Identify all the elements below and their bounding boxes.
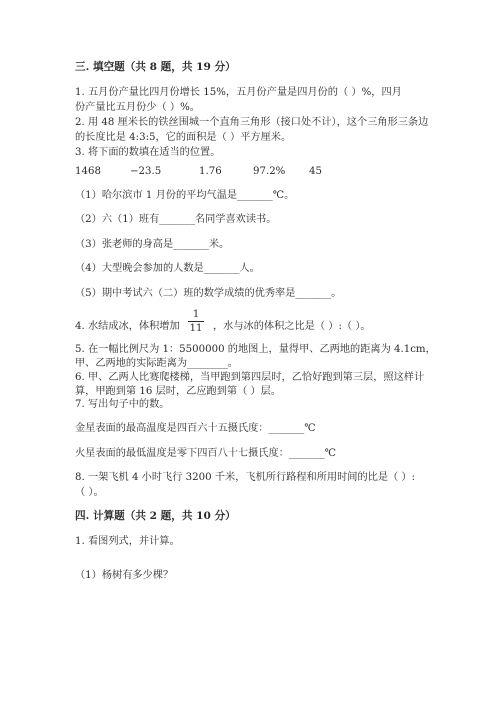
q7-line1: 7. 写出句子中的数。 xyxy=(75,399,170,410)
q3-item-3: （3）张老师的身高是_______米。 xyxy=(75,239,230,250)
q3-number-4: 97.2% xyxy=(253,166,286,177)
q3-item-4: （4）大型晚会参加的人数是_______人。 xyxy=(75,263,260,274)
q8-line2: （ ）。 xyxy=(75,487,104,498)
q7-item-1: 金星表面的最高温度是四百六十五摄氏度：_______℃ xyxy=(75,423,316,434)
section-3-title: 三. 填空题（共 8 题，共 19 分） xyxy=(75,61,236,73)
q3-item-5: （5）期中考试六（二）班的数学成绩的优秀率是_______。 xyxy=(75,288,342,299)
q3-number-3: 1.76 xyxy=(199,166,222,177)
q7-item-2: 火星表面的最低温度是零下四百八十七摄氏度：_______℃ xyxy=(75,448,336,459)
q4-fraction xyxy=(188,309,204,334)
calc1-item-1: （1）杨树有多少棵？ xyxy=(75,570,174,581)
q3-item-2: （2）六（1）班有_______名同学喜欢读书。 xyxy=(75,214,277,225)
q2-line1: 2. 用 48 厘米长的铁丝围城一个直角三角形（接口处不计），这个三角形三条边 xyxy=(75,117,429,128)
calc1-line1: 1. 看图列式，并计算。 xyxy=(75,536,180,547)
q3-line1: 3. 将下面的数填在适当的位置。 xyxy=(75,147,221,158)
q3-number-1: 1468 xyxy=(75,166,101,177)
q8-line1: 8. 一架飞机 4 小时飞行 3200 千米，飞机所行路程和所用时间的比是（ ）: xyxy=(75,472,416,483)
q3-number-2: −23.5 xyxy=(130,166,162,177)
q6-line1: 6. 甲、乙两人比赛爬楼梯，当甲跑到第四层时，乙恰好跑到第三层，照这样计 xyxy=(75,372,425,383)
q1-line2: 份产量比五月份少（ ）%。 xyxy=(75,102,200,113)
q3-item-1: （1）哈尔滨市 1 月份的平均气温是_______℃。 xyxy=(75,190,295,201)
section-4-title: 四. 计算题（共 2 题，共 10 分） xyxy=(75,510,236,522)
q1-line1: 1. 五月份产量比四月份增长 15%，五月份产量是四月份的（ ）%，四月 xyxy=(75,87,402,98)
q4-fraction-numerator: 1 xyxy=(192,309,200,320)
q4-suffix: ，水与冰的体积之比是（ ）:（ ）。 xyxy=(213,321,371,332)
q4-prefix: 4. 水结成冰，体积增加 xyxy=(75,321,180,332)
q3-number-5: 45 xyxy=(309,166,322,177)
q5-line2: 甲、乙两地的实际距离为________。 xyxy=(75,358,238,369)
q6-line2: 算，甲跑到第 16 层时，乙应跑到第（ ）层。 xyxy=(75,386,282,397)
q5-line1: 5. 在一幅比例尺为 1：5500000 的地图上，量得甲、乙两地的距离为 4.1cm， xyxy=(75,344,436,355)
q2-line2: 的长度比是 4:3:5，它的面积是（ ）平方厘米。 xyxy=(75,132,292,143)
q4-fraction-bar xyxy=(188,321,204,322)
q4-fraction-denominator: 11 xyxy=(189,323,203,334)
